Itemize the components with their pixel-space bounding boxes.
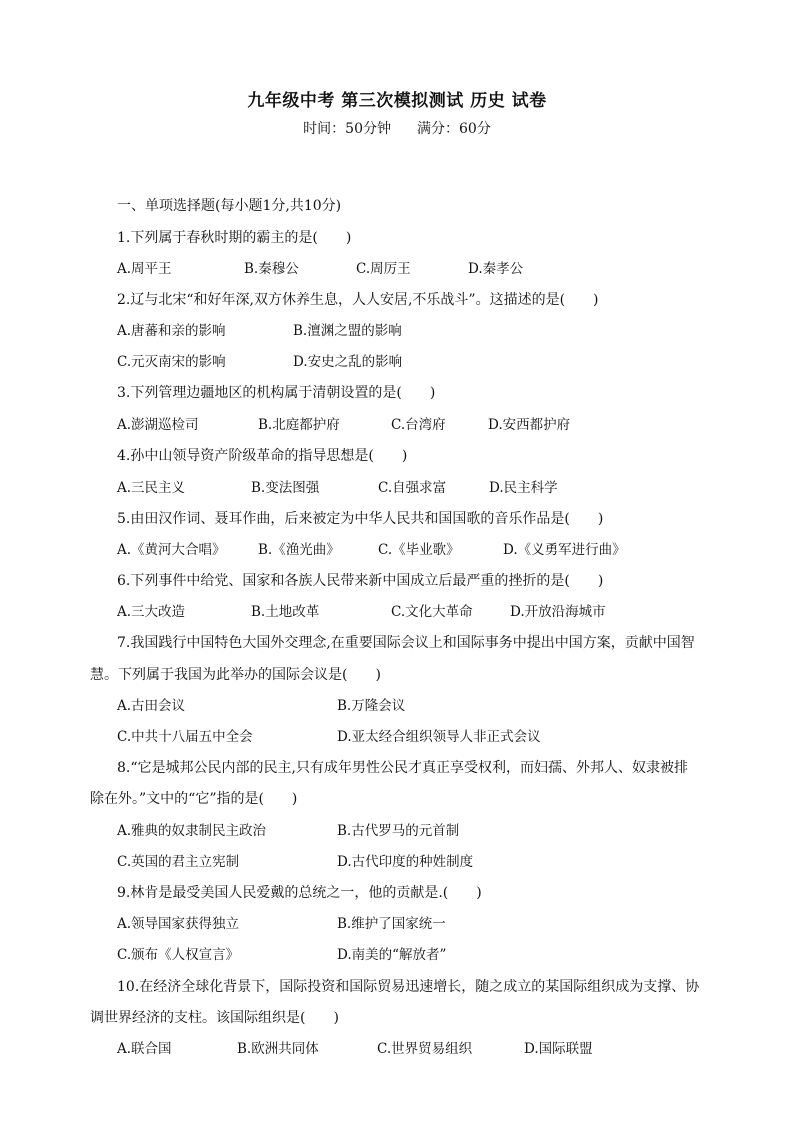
question-stem: 5.由田汉作词、聂耳作曲，后来被定为中华人民共和国国歌的音乐作品是( ): [117, 511, 604, 527]
option-b: B.古代罗马的元首制: [337, 823, 460, 839]
option-a: A.澎湖巡检司: [117, 417, 199, 433]
option-b: B.维护了国家统一: [337, 916, 446, 932]
option-b: B.变法图强: [251, 480, 320, 496]
question-stem: 2.辽与北宋“和好年深,双方休养生息，人人安居,不乐战斗”。这描述的是( ): [117, 292, 599, 308]
option-c: C.《毕业歌》: [378, 542, 460, 558]
option-a: A.唐蕃和亲的影响: [117, 323, 226, 339]
option-b: B.欧洲共同体: [237, 1041, 319, 1057]
exam-info: [0, 118, 794, 138]
option-b: B.澶渊之盟的影响: [293, 323, 402, 339]
option-c: C.世界贸易组织: [377, 1041, 473, 1057]
page-title: 九年级中考 第三次模拟测试 历史 试卷: [247, 91, 547, 111]
option-c: C.英国的君主立宪制: [117, 854, 240, 870]
option-d: D.亚太经合组织领导人非正式会议: [337, 729, 541, 745]
question-stem-line1: 7.我国践行中国特色大国外交理念,在重要国际会议上和国际事务中提出中国方案，贡献中国智: [117, 635, 695, 651]
option-c: C.元灭南宋的影响: [117, 354, 226, 370]
option-a: A.古田会议: [117, 698, 186, 714]
option-c: C.文化大革命: [391, 604, 473, 620]
option-d: D.民主科学: [489, 480, 558, 496]
section-heading: 一、单项选择题(每小题1分,共10分): [117, 198, 342, 214]
question-stem: 1.下列属于春秋时期的霸主的是( ): [117, 230, 352, 246]
option-d: D.安史之乱的影响: [293, 354, 403, 370]
question-stem-line2: 慧。下列属于我国为此举办的国际会议是( ): [90, 667, 381, 683]
option-d: D.古代印度的种姓制度: [337, 854, 474, 870]
question-stem-line1: 10.在经济全球化背景下，国际投资和国际贸易迅速增长，随之成立的某国际组织成为支撑、协: [117, 979, 700, 995]
option-c: C.自强求富: [378, 480, 447, 496]
question-stem-line1: 8.“它是城邦公民内部的民主,只有成年男性公民才真正享受权利，而妇孺、外邦人、奴隶被排: [117, 760, 688, 776]
option-c: C.周厉王: [356, 261, 411, 277]
option-b: B.土地改革: [251, 604, 320, 620]
exam-time: 时间：50分钟: [303, 121, 391, 137]
option-d: D.秦孝公: [468, 261, 524, 277]
option-a: A.周平王: [117, 261, 172, 277]
option-c: C.中共十八届五中全会: [117, 729, 253, 745]
question-stem: 4.孙中山领导资产阶级革命的指导思想是( ): [117, 448, 408, 464]
question-stem-line2: 除在外。”文中的“它”指的是( ): [90, 791, 298, 807]
option-b: B.万隆会议: [337, 698, 406, 714]
option-d: D.《义勇军进行曲》: [503, 542, 626, 558]
option-a: A.联合国: [117, 1041, 172, 1057]
option-b: B.《渔光曲》: [258, 542, 340, 558]
option-c: C.颁布《人权宣言》: [117, 947, 240, 963]
question-stem: 3.下列管理边疆地区的机构属于清朝设置的是( ): [117, 385, 436, 401]
option-a: A.《黄河大合唱》: [117, 542, 226, 558]
option-d: D.南美的“解放者”: [337, 947, 447, 963]
option-a: A.领导国家获得独立: [117, 916, 240, 932]
option-c: C.台湾府: [391, 417, 446, 433]
option-d: D.安西都护府: [488, 417, 571, 433]
option-a: A.三民主义: [117, 480, 186, 496]
exam-score: 满分：60分: [417, 121, 491, 137]
option-a: A.三大改造: [117, 604, 186, 620]
option-d: D.开放沿海城市: [510, 604, 606, 620]
option-b: B.秦穆公: [244, 261, 299, 277]
question-stem: 9.林肯是最受美国人民爱戴的总统之一，他的贡献是.( ): [117, 885, 482, 901]
question-stem-line2: 调世界经济的支柱。该国际组织是( ): [90, 1010, 339, 1026]
option-b: B.北庭都护府: [258, 417, 340, 433]
question-stem: 6.下列事件中给党、国家和各族人民带来新中国成立后最严重的挫折的是( ): [117, 573, 604, 589]
option-d: D.国际联盟: [524, 1041, 593, 1057]
option-a: A.雅典的奴隶制民主政治: [117, 823, 267, 839]
